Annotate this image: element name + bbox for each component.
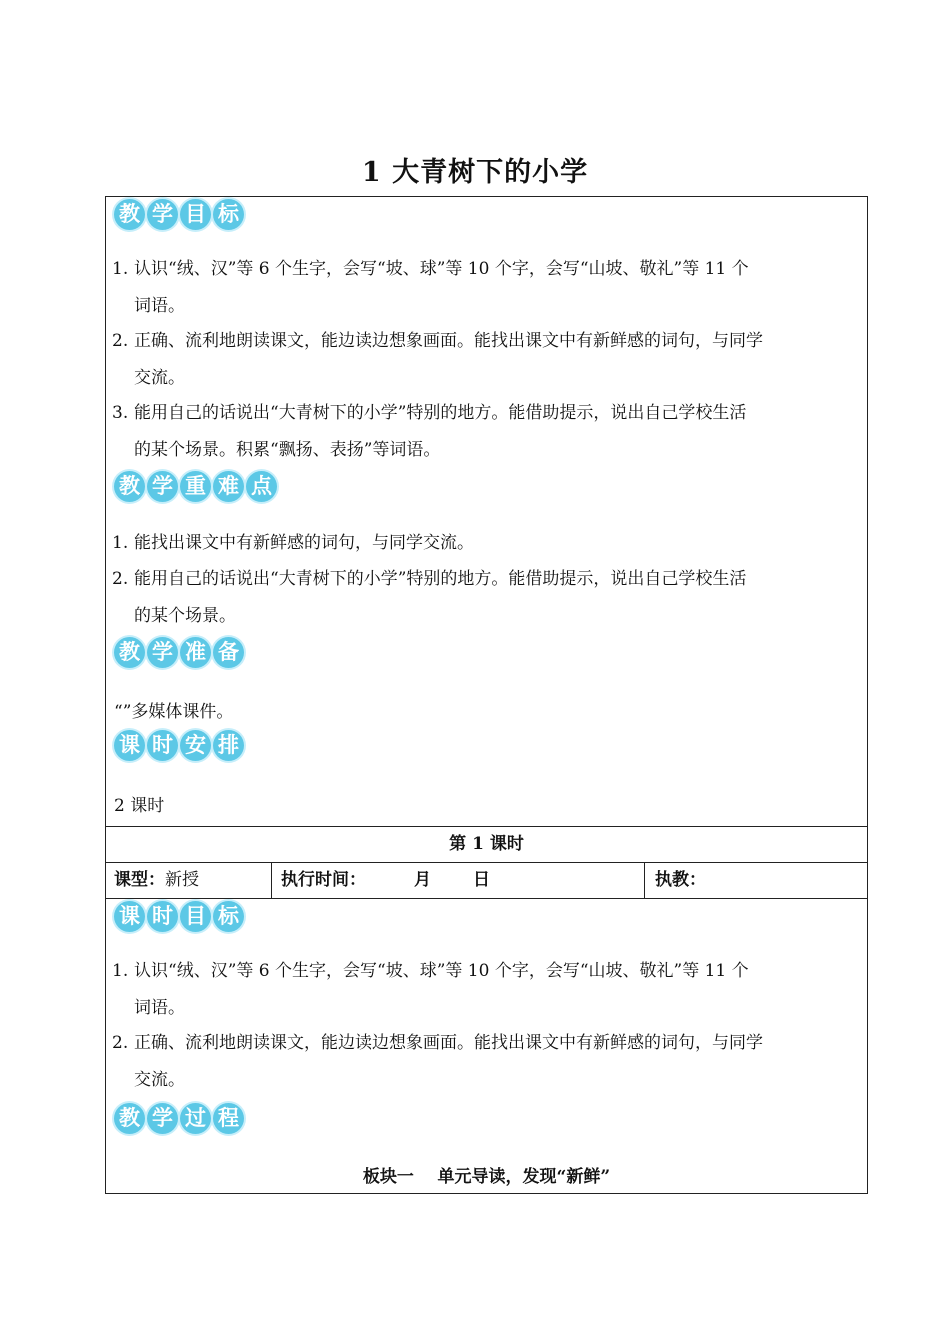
item-text-continued: 的某个场景。积累“飘扬、表扬”等词语。 xyxy=(134,440,441,460)
heading-char: 教 xyxy=(114,471,145,502)
preparation-heading xyxy=(114,637,244,673)
item-text: 能用自己的话说出“大青树下的小学”特别的地方。能借助提示，说出自己学校生活 xyxy=(134,569,747,589)
heading-char: 学 xyxy=(147,637,178,668)
item-number: 1. xyxy=(112,533,129,553)
preparation-text: “”多媒体课件。 xyxy=(114,702,234,722)
heading-char: 时 xyxy=(147,730,178,761)
key-point-item xyxy=(112,525,862,562)
row-divider xyxy=(106,898,867,899)
heading-char: 标 xyxy=(213,901,244,932)
heading-char: 排 xyxy=(213,730,244,761)
item-number: 1. xyxy=(112,259,129,279)
item-text: 认识“绒、汉”等 6 个生字，会写“坡、球”等 10 个字，会写“山坡、敬礼”等 11 个 xyxy=(134,259,749,279)
heading-char: 课 xyxy=(114,730,145,761)
item-number: 2. xyxy=(112,331,129,351)
heading-char: 难 xyxy=(213,471,244,502)
lesson-title: 第 1 课时 xyxy=(449,834,524,854)
item-text-continued: 交流。 xyxy=(134,1070,185,1090)
item-text: 能用自己的话说出“大青树下的小学”特别的地方。能借助提示，说出自己学校生活 xyxy=(134,403,747,423)
heading-char: 过 xyxy=(180,1103,211,1134)
item-text-continued: 词语。 xyxy=(134,998,185,1018)
item-number: 2. xyxy=(112,1033,129,1053)
heading-char: 标 xyxy=(213,199,244,230)
item-number: 1. xyxy=(112,961,129,981)
row-divider xyxy=(106,826,867,827)
item-text-continued: 词语。 xyxy=(134,296,185,316)
goal-item xyxy=(112,323,862,397)
item-text: 能找出课文中有新鲜感的词句，与同学交流。 xyxy=(134,533,474,553)
teacher-label: 执教： xyxy=(655,870,706,890)
objective-item xyxy=(112,1025,862,1099)
heading-char: 点 xyxy=(246,471,277,502)
heading-char: 时 xyxy=(147,901,178,932)
heading-char: 准 xyxy=(180,637,211,668)
heading-char: 学 xyxy=(147,471,178,502)
teaching-goals-heading xyxy=(114,199,244,235)
goal-item xyxy=(112,395,862,469)
heading-char: 备 xyxy=(213,637,244,668)
lesson-type-value: 新授 xyxy=(165,870,199,890)
item-number: 3. xyxy=(112,403,129,423)
item-text: 正确、流利地朗读课文，能边读边想象画面。能找出课文中有新鲜感的词句，与同学 xyxy=(134,1033,763,1053)
cell-divider xyxy=(644,862,645,898)
month-label: 月 xyxy=(414,870,431,890)
day-label: 日 xyxy=(473,870,490,890)
lesson-type-label: 课型： xyxy=(114,870,165,890)
schedule-heading xyxy=(114,730,244,766)
heading-char: 目 xyxy=(180,199,211,230)
lesson-plan-table xyxy=(105,196,868,1194)
heading-char: 学 xyxy=(147,199,178,230)
schedule-text: 2 课时 xyxy=(114,796,165,816)
item-text: 认识“绒、汉”等 6 个生字，会写“坡、球”等 10 个字，会写“山坡、敬礼”等 11 个 xyxy=(134,961,749,981)
lesson-type xyxy=(114,865,199,890)
item-number: 2. xyxy=(112,569,129,589)
heading-char: 教 xyxy=(114,637,145,668)
key-point-item xyxy=(112,561,862,635)
item-text-continued: 交流。 xyxy=(134,368,185,388)
cell-divider xyxy=(271,862,272,898)
objective-item xyxy=(112,953,862,1027)
key-points-heading xyxy=(114,471,277,507)
goal-item xyxy=(112,251,862,325)
heading-char: 安 xyxy=(180,730,211,761)
heading-char: 重 xyxy=(180,471,211,502)
heading-char: 学 xyxy=(147,1103,178,1134)
block-title: 板块一 单元导读，发现“新鲜” xyxy=(362,1167,611,1187)
row-divider xyxy=(106,862,867,863)
teaching-process-heading xyxy=(114,1103,244,1139)
heading-char: 程 xyxy=(213,1103,244,1134)
page-title: 1 大青树下的小学 xyxy=(361,157,589,188)
item-text-continued: 的某个场景。 xyxy=(134,606,236,626)
heading-char: 目 xyxy=(180,901,211,932)
heading-char: 教 xyxy=(114,199,145,230)
lesson-objectives-heading xyxy=(114,901,244,937)
execution-time-label: 执行时间： xyxy=(281,870,366,890)
heading-char: 教 xyxy=(114,1103,145,1134)
heading-char: 课 xyxy=(114,901,145,932)
item-text: 正确、流利地朗读课文，能边读边想象画面。能找出课文中有新鲜感的词句，与同学 xyxy=(134,331,763,351)
